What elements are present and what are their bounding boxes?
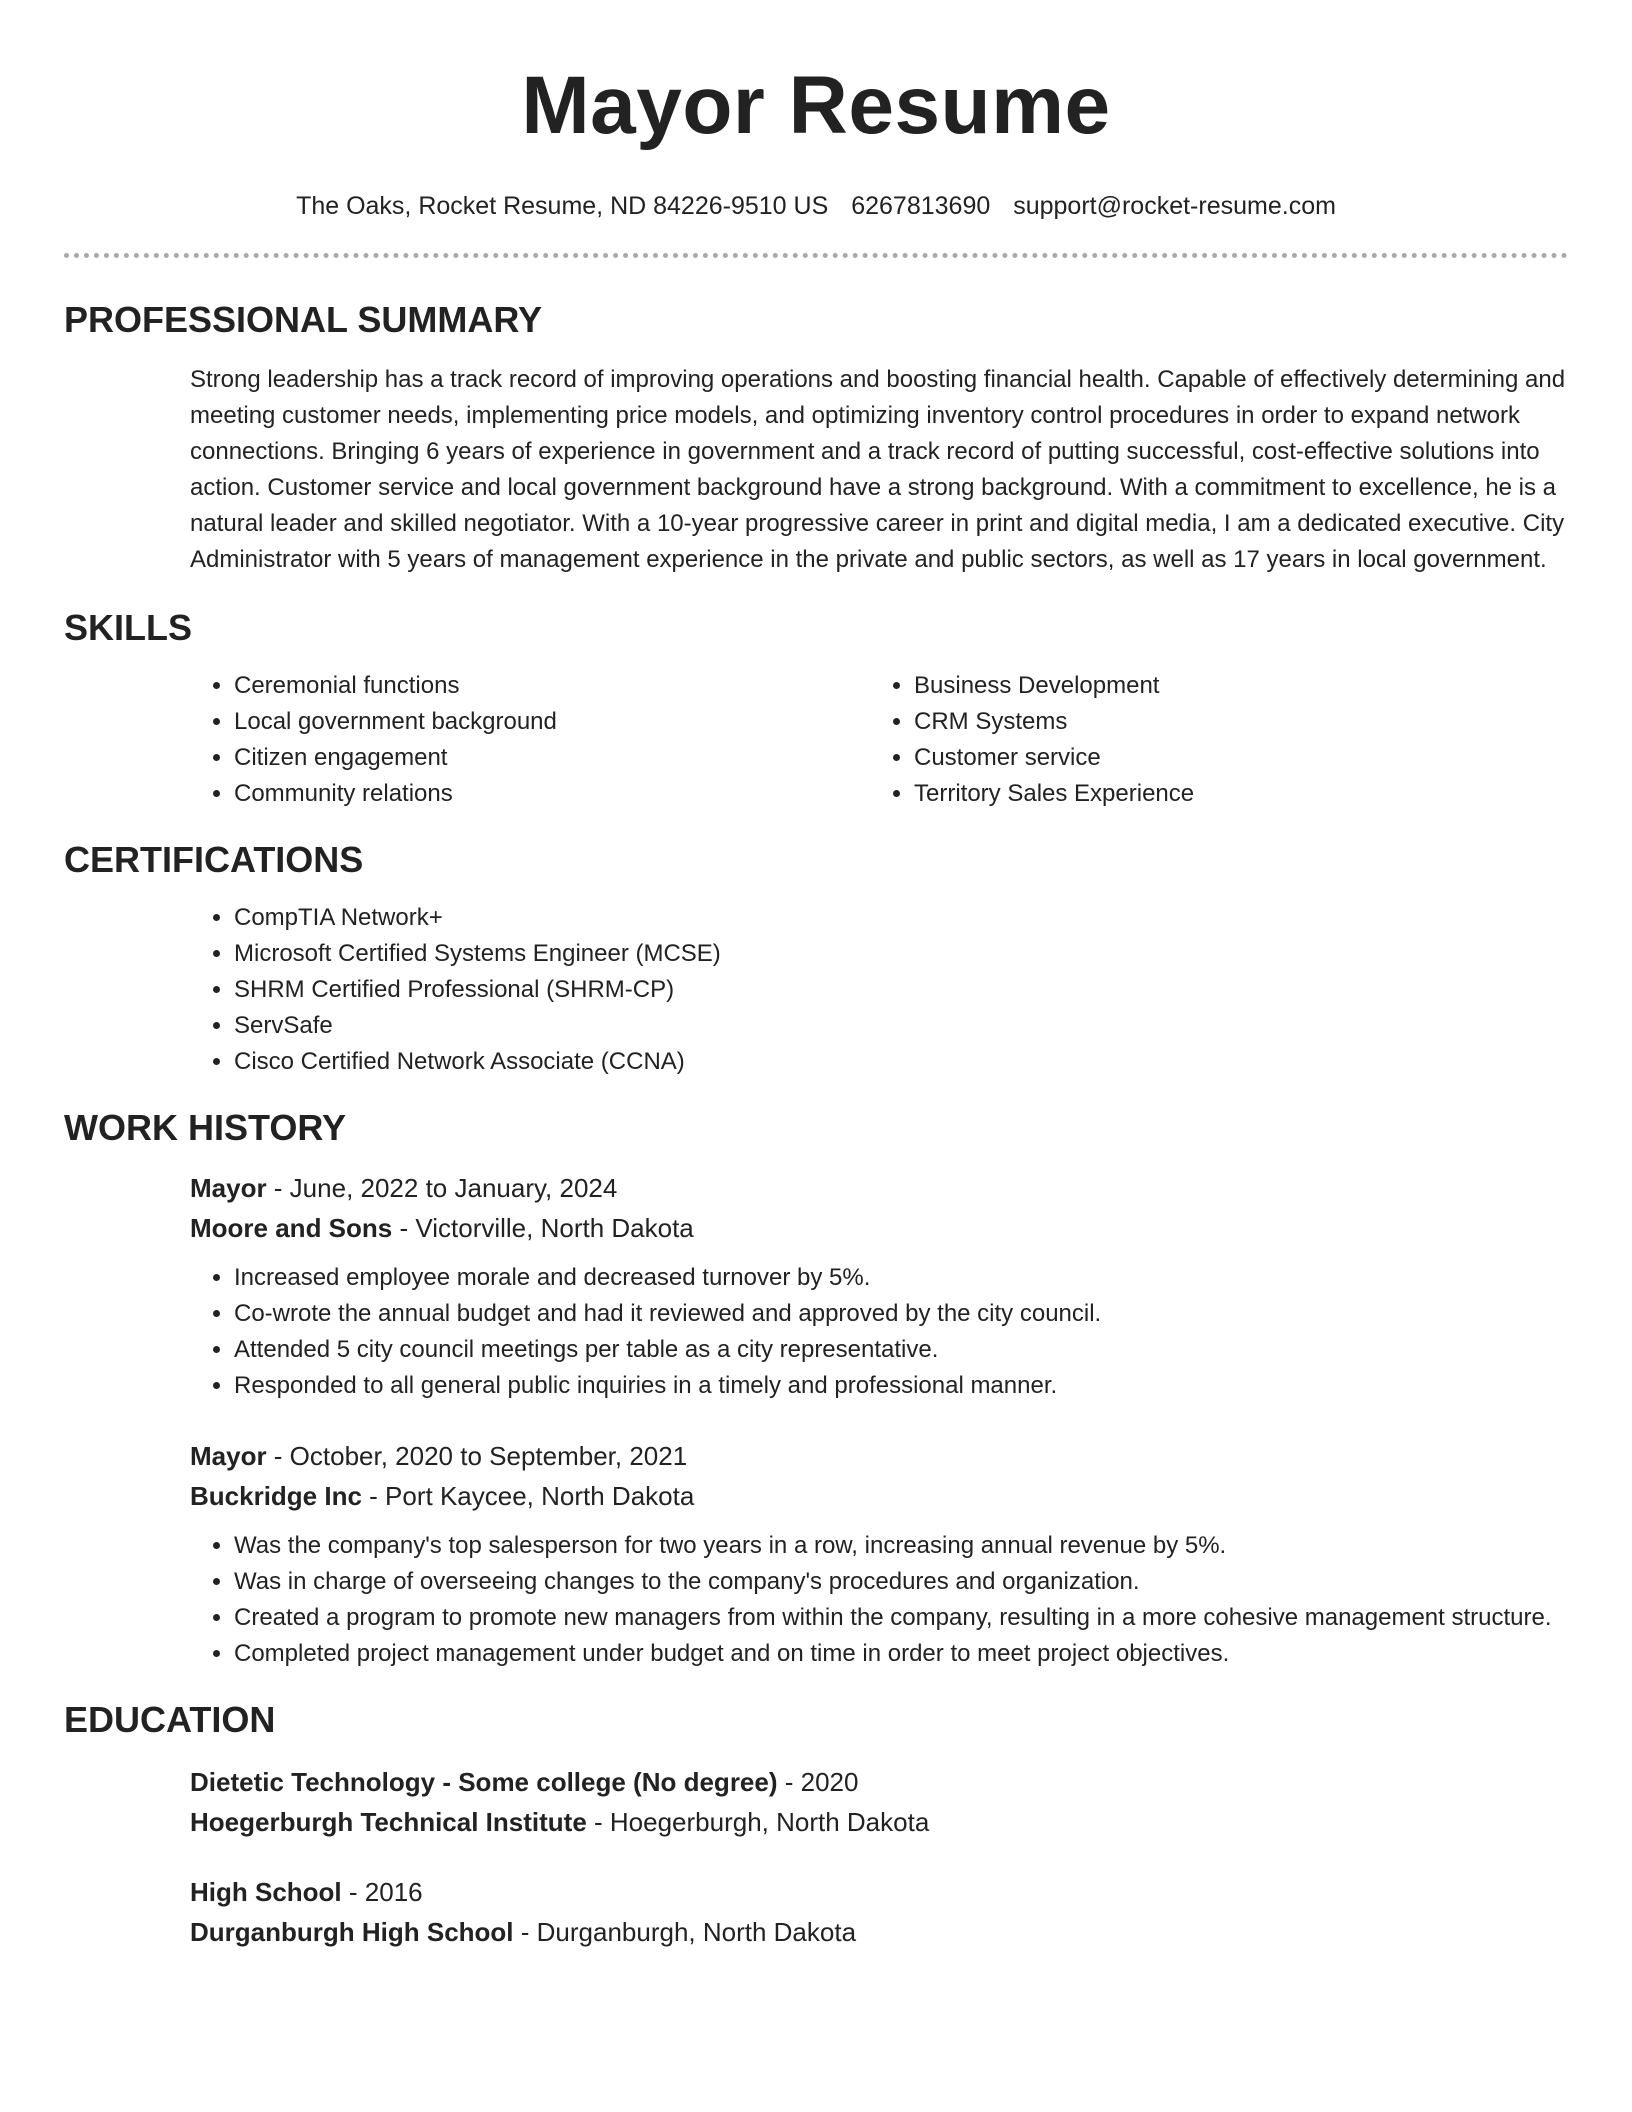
header-divider xyxy=(64,253,1568,258)
skills-section xyxy=(64,606,1568,812)
skill-item: • Territory Sales Experience xyxy=(914,776,1550,812)
job-bullet: • Completed project management under budget and on time in order to meet project objectives. xyxy=(234,1636,1568,1672)
summary-title: PROFESSIONAL SUMMARY xyxy=(64,299,543,340)
education-school: Hoegerburgh Technical Institute xyxy=(190,1807,587,1837)
summary-section xyxy=(64,298,1568,578)
work-history-title: WORK HISTORY xyxy=(64,1107,347,1148)
job-bullet: • Was in charge of overseeing changes to the company's procedures and organization. xyxy=(234,1564,1568,1600)
education-degree-line xyxy=(190,1872,1568,1912)
job-title-line xyxy=(190,1436,1568,1476)
education-entry xyxy=(190,1762,1568,1842)
job-bullet: • Co-wrote the annual budget and had it reviewed and approved by the city council. xyxy=(234,1296,1568,1332)
certification-item: • CompTIA Network+ xyxy=(234,900,1568,936)
certification-item: • ServSafe xyxy=(234,1008,1568,1044)
job-bullet: • Attended 5 city council meetings per table as a city representative. xyxy=(234,1332,1568,1368)
skill-item: • Customer service xyxy=(914,740,1550,776)
candidate-name: Mayor Resume xyxy=(521,60,1111,151)
contact-address: The Oaks, Rocket Resume, ND 84226-9510 US xyxy=(296,192,829,220)
education-school-line xyxy=(190,1802,1568,1842)
work-history-body xyxy=(64,1168,1568,1672)
skill-item: • CRM Systems xyxy=(914,704,1550,740)
resume-header xyxy=(64,0,1568,222)
skill-item: • Local government background xyxy=(234,704,870,740)
job-location: - Victorville, North Dakota xyxy=(392,1213,694,1243)
skills-grid xyxy=(190,668,1568,812)
skill-item: • Business Development xyxy=(914,668,1550,704)
job-entry xyxy=(190,1436,1568,1672)
education-degree: High School xyxy=(190,1877,342,1907)
certifications-body xyxy=(64,900,1568,1080)
education-year: - 2020 xyxy=(777,1767,859,1797)
job-location: - Port Kaycee, North Dakota xyxy=(361,1481,695,1511)
job-bullet: • Responded to all general public inquiries in a timely and professional manner. xyxy=(234,1368,1568,1404)
job-bullets xyxy=(190,1528,1568,1672)
education-location: - Hoegerburgh, North Dakota xyxy=(586,1807,930,1837)
job-company: Buckridge Inc xyxy=(190,1481,362,1511)
skill-item: • Ceremonial functions xyxy=(234,668,870,704)
job-company-line xyxy=(190,1208,1568,1248)
skill-item: • Citizen engagement xyxy=(234,740,870,776)
job-company-line xyxy=(190,1476,1568,1516)
job-bullet: • Was the company's top salesperson for two years in a row, increasing annual revenue by 5%. xyxy=(234,1528,1568,1564)
education-body xyxy=(64,1762,1568,1952)
education-degree: Dietetic Technology - Some college (No degree) xyxy=(190,1767,778,1797)
education-school: Durganburgh High School xyxy=(190,1917,514,1947)
job-bullet: • Increased employee morale and decreased turnover by 5%. xyxy=(234,1260,1568,1296)
skill-item: • Community relations xyxy=(234,776,870,812)
certification-item: • Microsoft Certified Systems Engineer (MCSE) xyxy=(234,936,1568,972)
job-bullet: • Created a program to promote new managers from within the company, resulting in a more cohesive management structure. xyxy=(234,1600,1568,1636)
skills-title: SKILLS xyxy=(64,607,193,648)
education-year: - 2016 xyxy=(341,1877,423,1907)
education-school-line xyxy=(190,1912,1568,1952)
job-company: Moore and Sons xyxy=(190,1213,393,1243)
job-role: Mayor xyxy=(190,1173,267,1203)
certifications-title: CERTIFICATIONS xyxy=(64,839,364,880)
job-title-line xyxy=(190,1168,1568,1208)
certification-item: • Cisco Certified Network Associate (CCNA) xyxy=(234,1044,1568,1080)
skills-column-right xyxy=(870,668,1550,812)
job-dates: - June, 2022 to January, 2024 xyxy=(266,1173,618,1203)
contact-phone: 6267813690 xyxy=(851,192,991,220)
skills-body xyxy=(64,668,1568,812)
contact-email: support@rocket-resume.com xyxy=(1013,192,1336,220)
job-entry xyxy=(190,1168,1568,1404)
skills-column-left xyxy=(190,668,870,812)
certifications-section xyxy=(64,838,1568,1080)
summary-body xyxy=(64,362,1568,578)
job-bullets xyxy=(190,1260,1568,1404)
job-role: Mayor xyxy=(190,1441,267,1471)
education-entry xyxy=(190,1872,1568,1952)
education-section xyxy=(64,1698,1568,1952)
job-dates: - October, 2020 to September, 2021 xyxy=(266,1441,688,1471)
education-degree-line xyxy=(190,1762,1568,1802)
work-history-section xyxy=(64,1106,1568,1672)
education-title: EDUCATION xyxy=(64,1699,276,1740)
contact-line xyxy=(64,190,1568,222)
education-location: - Durganburgh, North Dakota xyxy=(513,1917,857,1947)
certification-item: • SHRM Certified Professional (SHRM-CP) xyxy=(234,972,1568,1008)
summary-text: Strong leadership has a track record of improving operations and boosting financial health. Capable of effectively determining and meeting customer needs, implementing price models, and optimizing inventory control procedures in order to expand network connections. Bringing 6 years of experience in government and a track record of putting successful, cost-effective solutions into action. Customer service and local government background have a strong background. With a commitment to excellence, he is a natural leader and skilled negotiator. With a 10-year progressive career in print and digital media, I am a dedicated executive. City Administrator with 5 years of management experience in the private and public sectors, as well as 17 years in local government. xyxy=(190,366,1566,573)
